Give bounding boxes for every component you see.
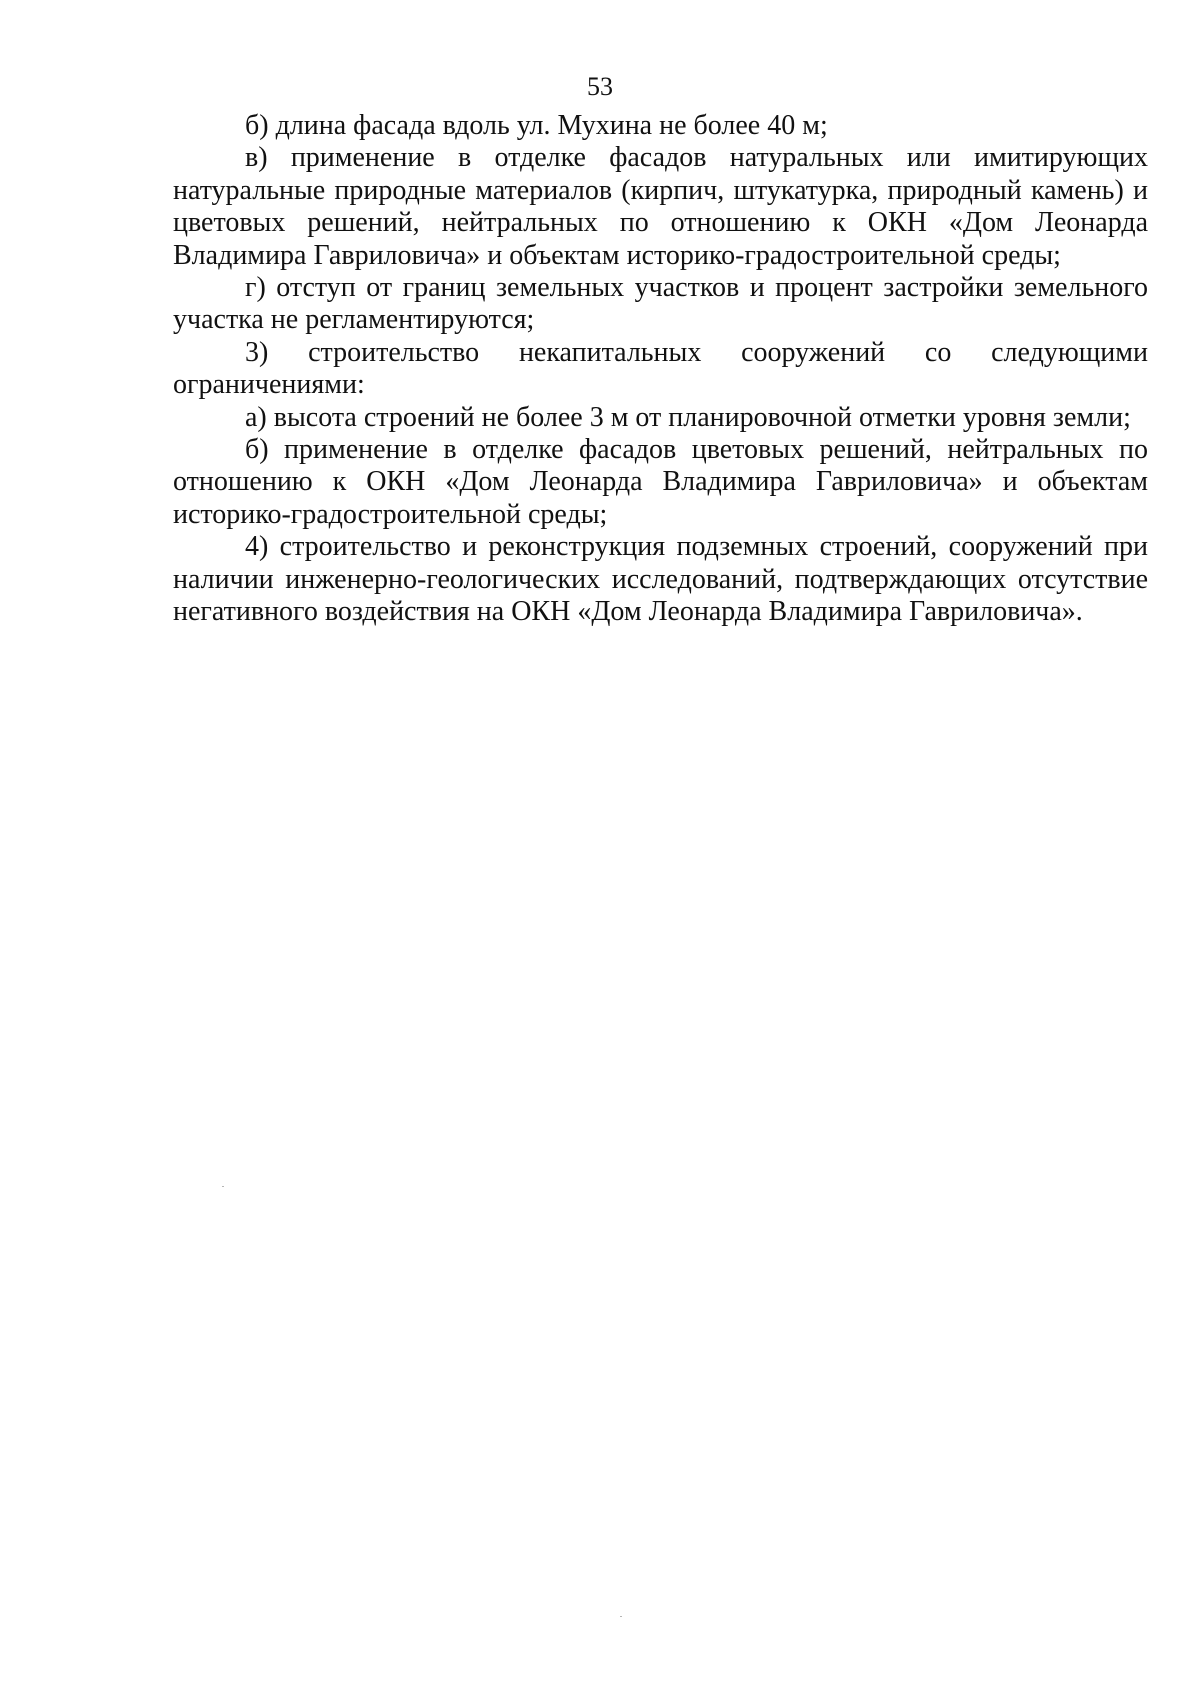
paragraph-temporary-structures: 3) строительство некапитальных сооружений со следующими ограничениями: bbox=[173, 336, 1148, 401]
scan-speck bbox=[222, 1186, 224, 1187]
document-body bbox=[173, 110, 1148, 629]
paragraph-setbacks: г) отступ от границ земельных участков и процент застройки земельного участка не регламентируются; bbox=[173, 272, 1148, 336]
page-number: 53 bbox=[587, 72, 613, 101]
paragraph-color-solutions: б) применение в отделке фасадов цветовых решений, нейтральных по отношению к ОКН «Дом Леонарда Владимира Гавриловича» и объектам историко-градостроительной среды; bbox=[173, 434, 1148, 530]
paragraph-underground-construction: 4) строительство и реконструкция подземных строений, сооружений при наличии инженерно-геологических исследований, подтверждающих отсутствие негативного воздействия на ОКН «Дом Леонарда Владимира Гавриловича». bbox=[173, 531, 1148, 628]
paragraph-facade-length: б) длина фасада вдоль ул. Мухина не более 40 м; bbox=[245, 110, 828, 141]
paragraph-building-height: а) высота строений не более 3 м от планировочной отметки уровня земли; bbox=[245, 401, 1131, 433]
scan-speck bbox=[620, 1616, 622, 1617]
paragraph-facade-materials: в) применение в отделке фасадов натуральных или имитирующих натуральные природные материалов (кирпич, штукатурка, природный камень) и цветовых решений, нейтральных по отношению к ОКН «Дом Леонарда Владимира Гавриловича» и объектам историко-градостроительной среды; bbox=[173, 142, 1148, 271]
